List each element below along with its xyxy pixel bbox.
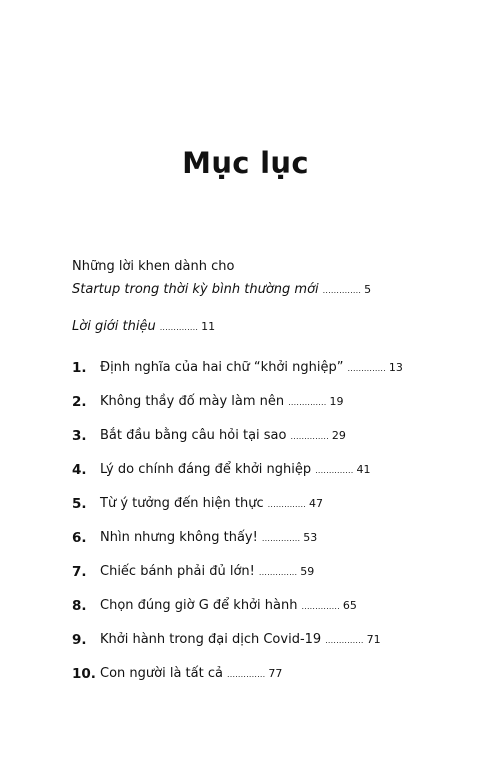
- page-number: 13: [388, 361, 403, 374]
- leader-dots: ..............: [159, 323, 199, 332]
- chapter-number: 10.: [72, 666, 96, 682]
- chapter-number: 6.: [72, 530, 87, 546]
- chapter-number: 1.: [72, 360, 87, 376]
- leader-dots: ..............: [301, 602, 340, 611]
- leader-dots: ..............: [267, 500, 307, 509]
- page-number: 19: [329, 395, 344, 408]
- page-title: Mục lục: [182, 146, 309, 180]
- chapter-title: Khởi hành trong đại dịch Covid-19: [100, 632, 322, 647]
- chapter-number: 7.: [72, 564, 87, 580]
- chapter-number: 9.: [72, 632, 87, 648]
- page-number: 71: [366, 633, 381, 646]
- leader-dots: ..............: [290, 432, 329, 441]
- preface-label: Lời giới thiệu: [72, 319, 156, 334]
- leader-dots: ..............: [322, 286, 362, 295]
- chapter-number: 5.: [72, 496, 87, 512]
- chapter-number: 3.: [72, 428, 87, 444]
- chapter-title: Từ ý tưởng đến hiện thực: [100, 496, 264, 511]
- chapter-title: Bắt đầu bằng câu hỏi tại sao: [100, 428, 287, 443]
- page-number: 65: [342, 599, 357, 612]
- leader-dots: ..............: [258, 568, 298, 577]
- leader-dots: ..............: [325, 636, 364, 645]
- page-number: 59: [300, 565, 315, 578]
- page-number: 53: [303, 531, 318, 544]
- chapter-title: Định nghĩa của hai chữ “khởi nghiệp”: [100, 360, 344, 375]
- page-number: 29: [331, 429, 346, 442]
- praise-entry-line2: [72, 281, 371, 300]
- chapter-title: Nhìn nhưng không thấy!: [100, 530, 258, 545]
- praise-label: Những lời khen dành cho: [72, 259, 235, 274]
- page-number: 41: [356, 463, 371, 476]
- preface-entry: [72, 318, 215, 337]
- leader-dots: ..............: [261, 534, 301, 543]
- chapter-title: Con người là tất cả: [100, 666, 223, 681]
- chapter-number: 4.: [72, 462, 87, 478]
- leader-dots: ..............: [288, 398, 327, 407]
- leader-dots: ..............: [347, 364, 386, 373]
- praise-book-title: Startup trong thời kỳ bình thường mới: [72, 282, 319, 297]
- chapter-title: Chọn đúng giờ G để khởi hành: [100, 598, 298, 613]
- page-number: 47: [309, 497, 324, 510]
- chapter-title: Lý do chính đáng để khởi nghiệp: [100, 462, 312, 477]
- praise-entry-line1: [72, 258, 234, 276]
- leader-dots: ..............: [315, 466, 354, 475]
- page-number: 77: [268, 667, 283, 680]
- chapter-title: Không thầy đố mày làm nên: [100, 394, 285, 409]
- chapter-title: Chiếc bánh phải đủ lớn!: [100, 564, 255, 579]
- page-number: 5: [364, 283, 372, 296]
- chapter-number: 2.: [72, 394, 87, 410]
- chapter-number: 8.: [72, 598, 87, 614]
- leader-dots: ..............: [226, 670, 266, 679]
- page-number: 11: [201, 320, 216, 333]
